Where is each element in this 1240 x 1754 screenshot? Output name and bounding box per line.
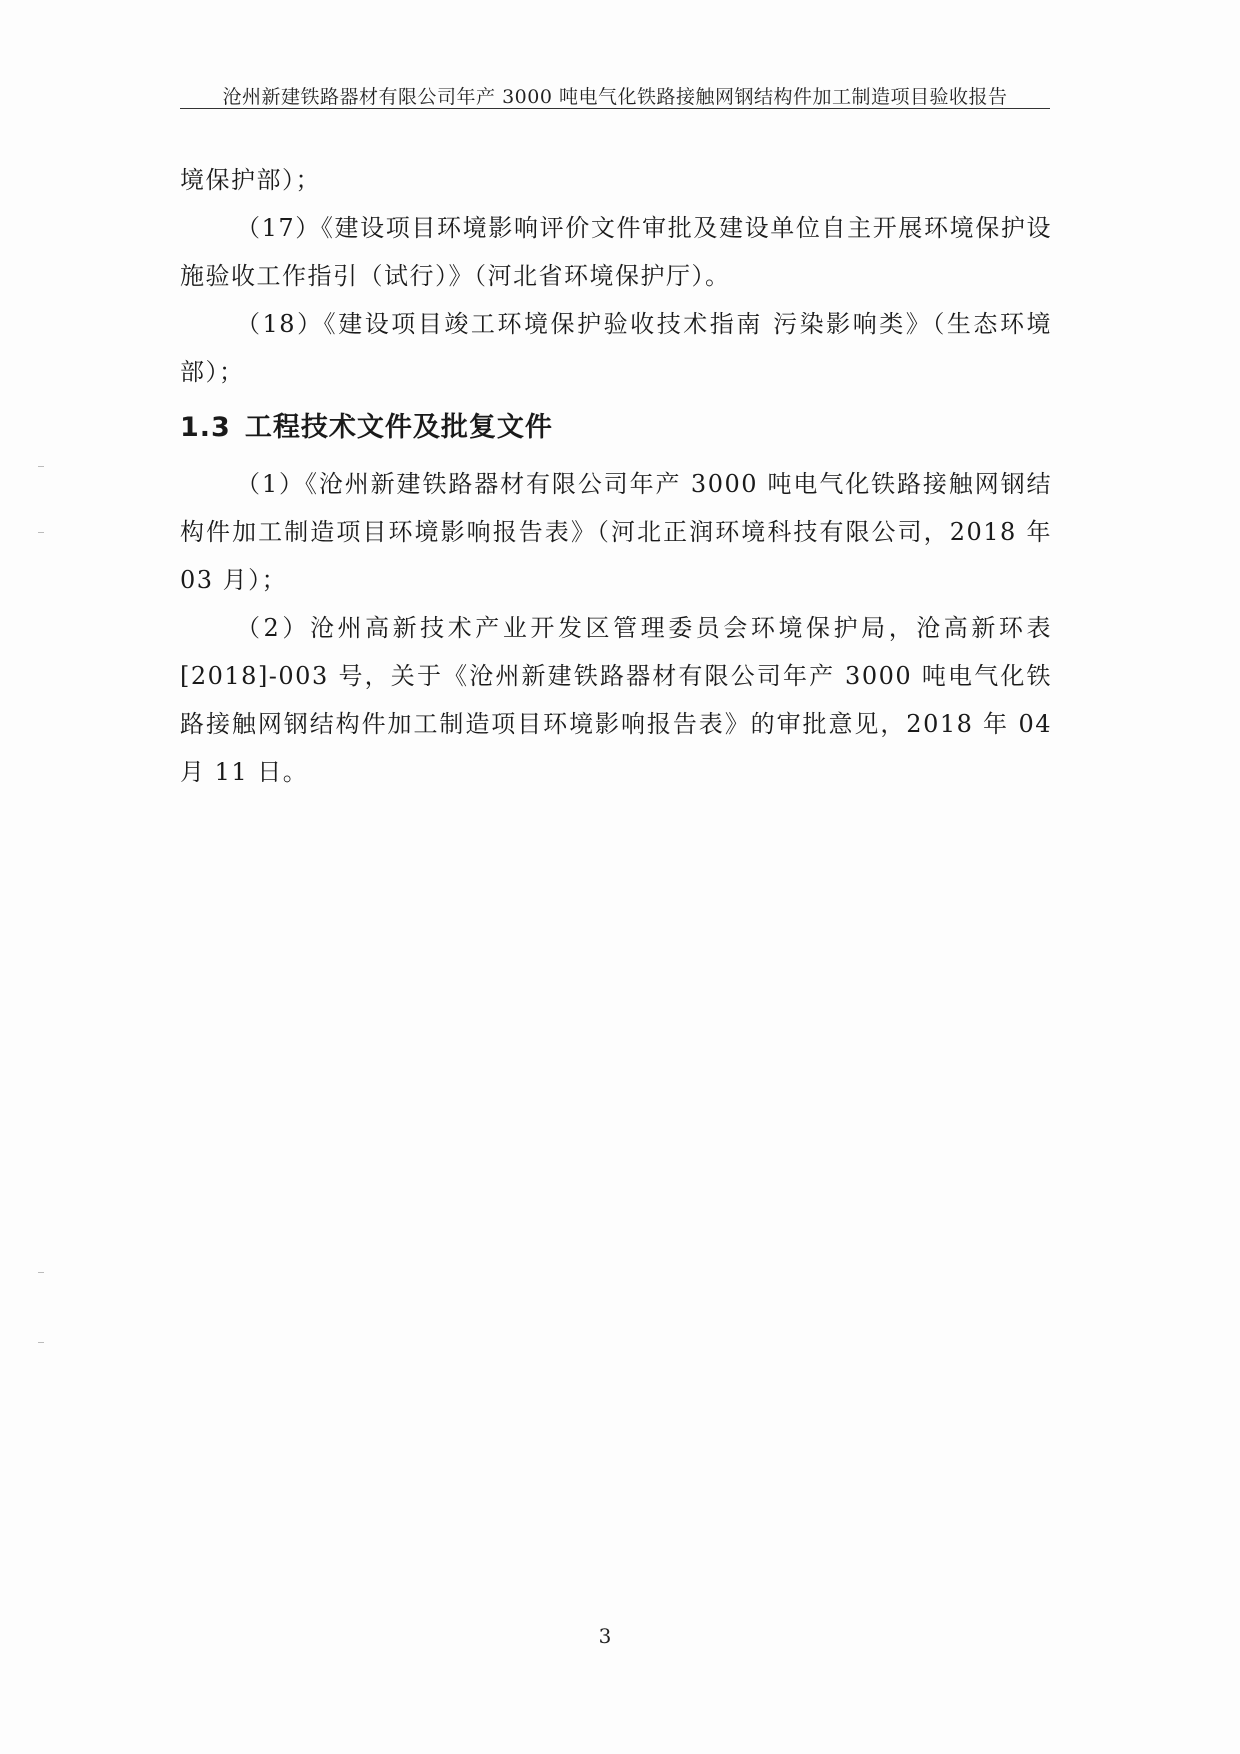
- page-number: 3: [598, 1624, 612, 1648]
- scan-artifact: [38, 466, 44, 467]
- section-number: 1.3: [180, 412, 231, 443]
- paragraph-continuation: 境保护部）；: [180, 166, 321, 194]
- paragraph-item-18: （18）《建设项目竣工环境保护验收技术指南 污染影响类》（生态环境部）；: [180, 310, 1052, 386]
- running-header: 沧州新建铁路器材有限公司年产 3000 吨电气化铁路接触网钢结构件加工制造项目验收报告: [222, 86, 1008, 108]
- section-heading: [180, 400, 1052, 456]
- paragraph-item-17: （17）《建设项目环境影响评价文件审批及建设单位自主开展环境保护设施验收工作指引（试行）》（河北省环境保护厅）。: [180, 214, 1052, 290]
- document-body: [180, 156, 1052, 796]
- header-rule: [180, 108, 1050, 109]
- paragraph-item-1: （1）《沧州新建铁路器材有限公司年产 3000 吨电气化铁路接触网钢结构件加工制造项目环境影响报告表》（河北正润环境科技有限公司，2018 年 03 月）；: [180, 470, 1052, 594]
- paragraph-item-2: （2）沧州高新技术产业开发区管理委员会环境保护局，沧高新环表[2018]-003 号，关于《沧州新建铁路器材有限公司年产 3000 吨电气化铁路接触网钢结构件加工制造项目环境影响报告表》的审批意见，2018 年 04 月 11 日。: [180, 614, 1052, 786]
- scan-artifact: [38, 1342, 44, 1343]
- scan-artifact: [38, 532, 44, 533]
- scan-artifact: [38, 1272, 44, 1273]
- section-title: 工程技术文件及批复文件: [244, 412, 553, 443]
